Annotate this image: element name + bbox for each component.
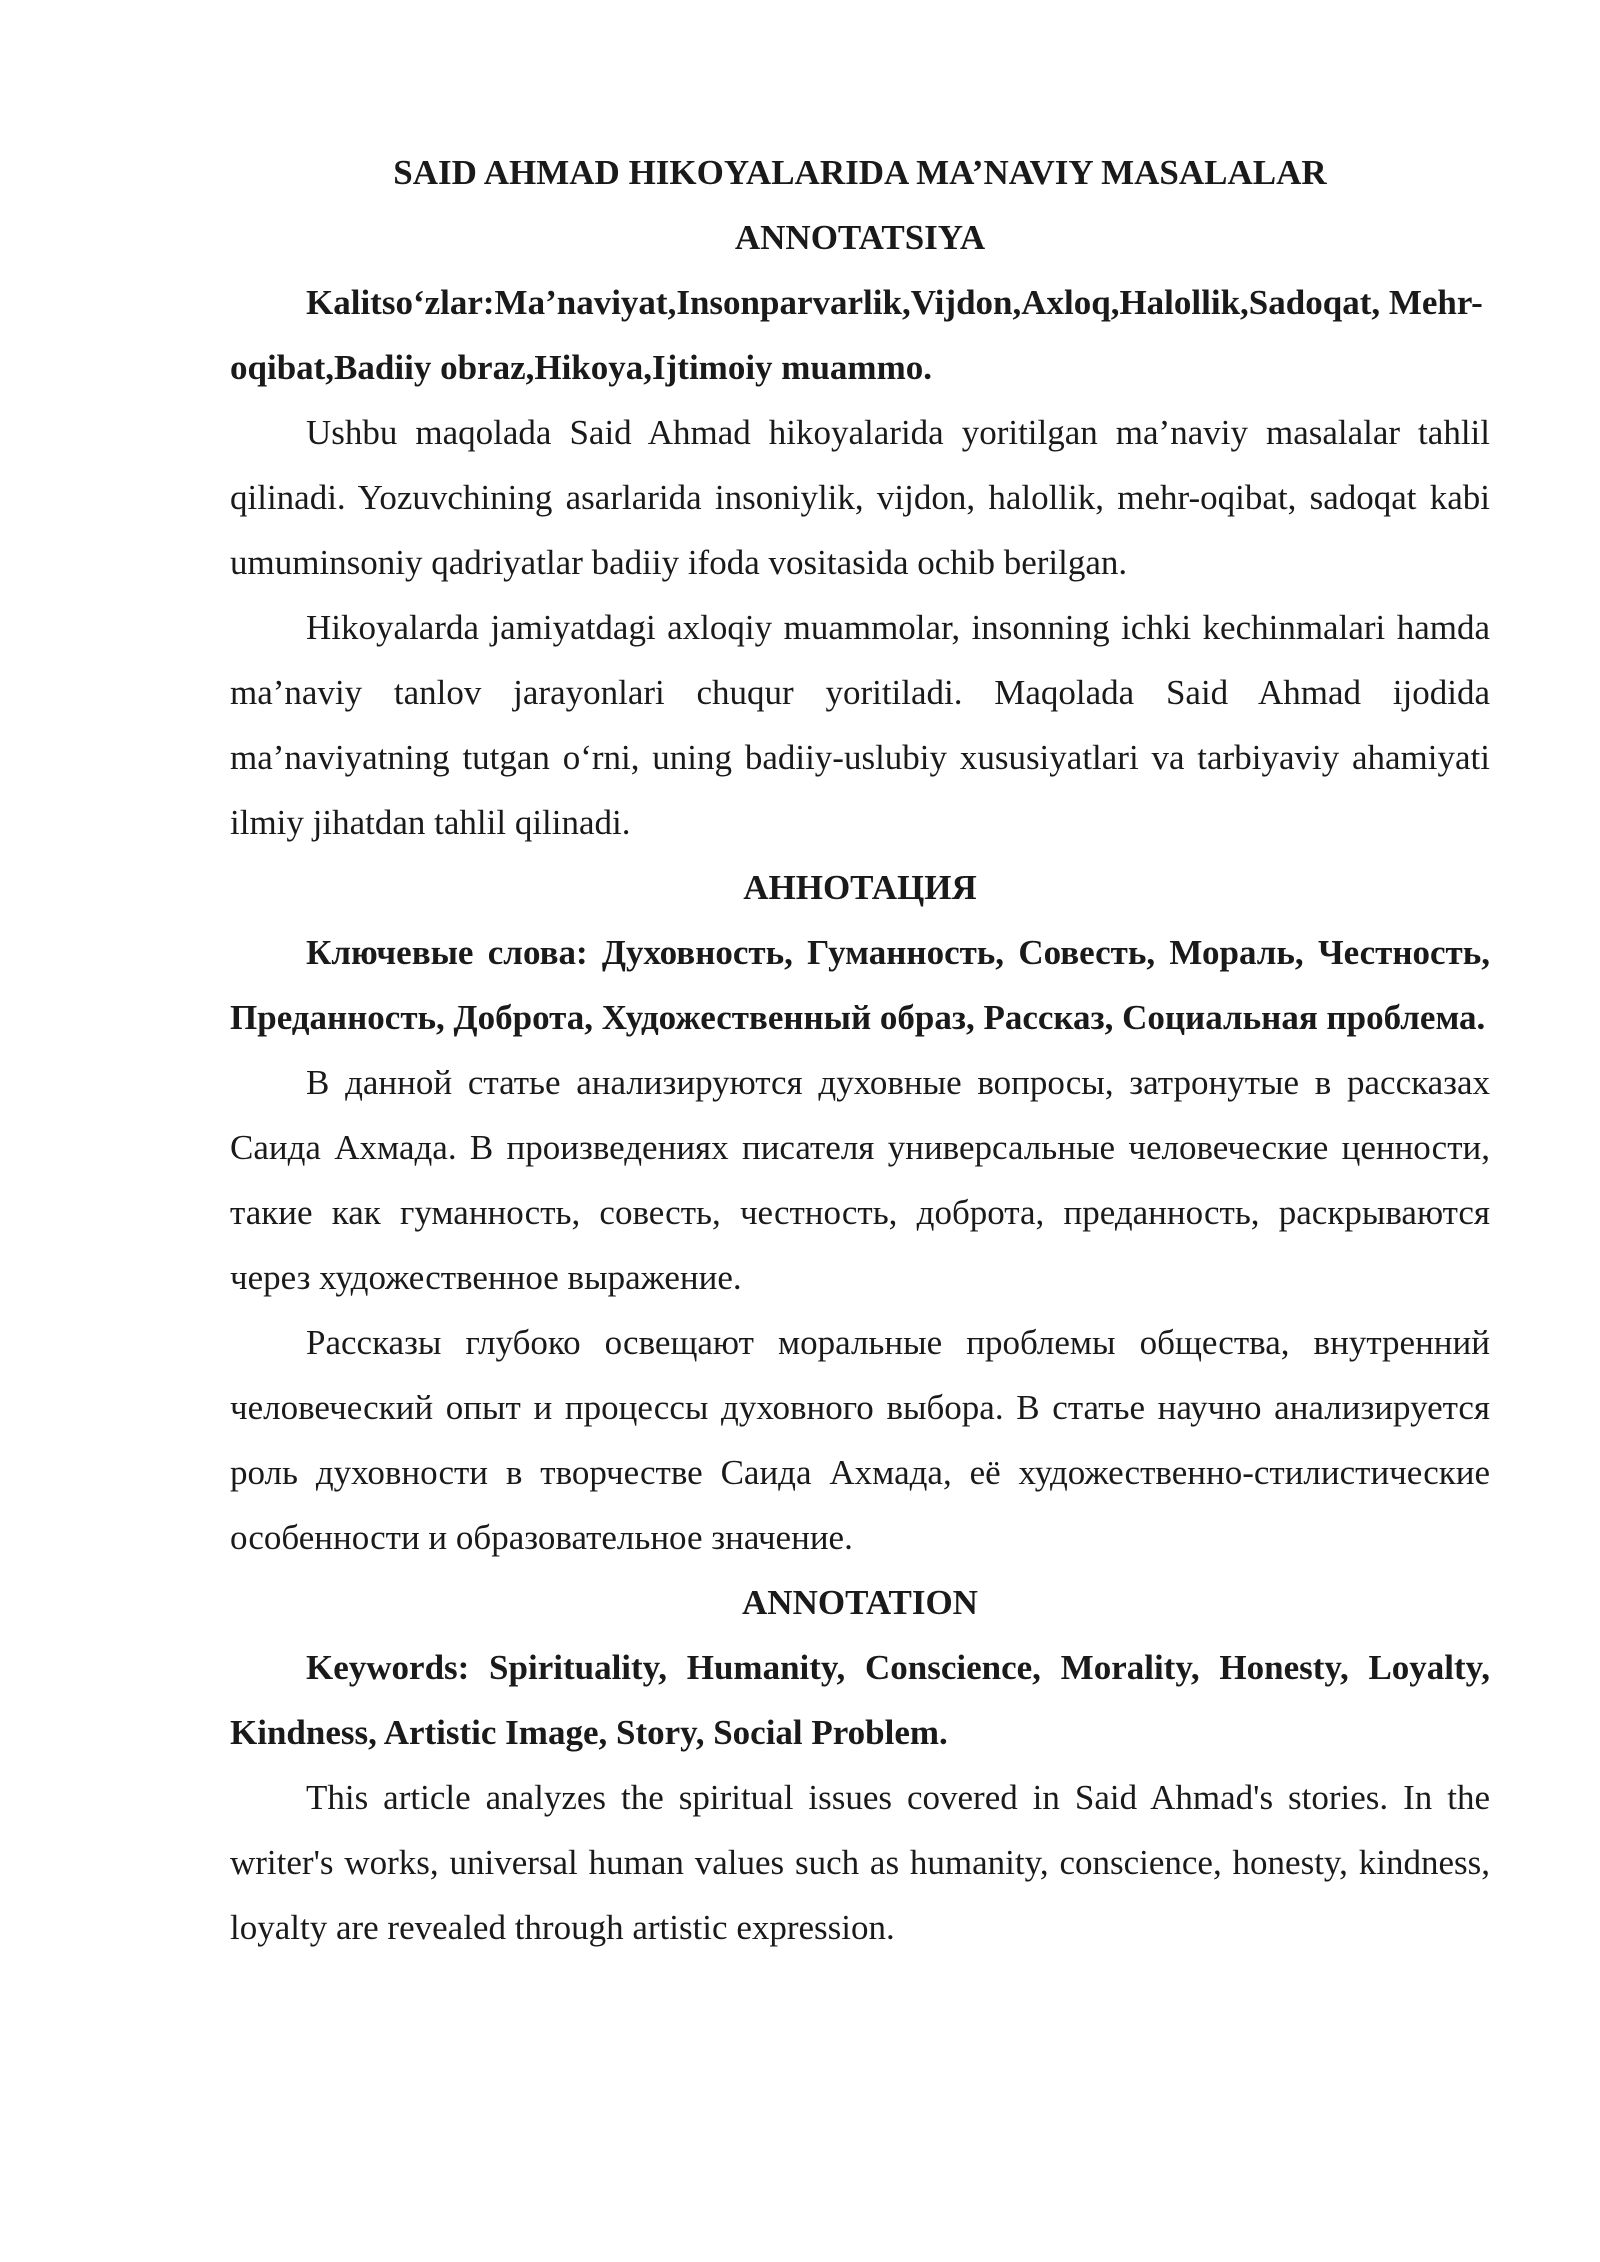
english-annotation-section bbox=[230, 1570, 1490, 1960]
russian-annotation-section bbox=[230, 855, 1490, 1570]
russian-paragraph-1: В данной статье анализируются духовные вопросы, затронутые в рассказах Саида Ахмада. В произведениях писателя универсальные человеческие ценности, такие как гуманность, совесть, честность, доброта, преданность, раскрываются через художественное выражение. bbox=[230, 1063, 1490, 1297]
uzbek-paragraph-1: Ushbu maqolada Said Ahmad hikoyalarida yoritilgan ma’naviy masalalar tahlil qilinadi. Yozuvchining asarlarida insoniylik, vijdon, halollik, mehr-oqibat, sadoqat kabi umuminsoniy qadriyatlar badiiy ifoda vositasida ochib berilgan. bbox=[230, 413, 1490, 582]
russian-keywords: Ключевые слова: Духовность, Гуманность, Совесть, Мораль, Честность, Преданность, Доброта, Художественный образ, Рассказ, Социальная проблема. bbox=[230, 933, 1490, 1037]
article-title: SAID AHMAD HIKOYALARIDA MA’NAVIY MASALALAR bbox=[393, 153, 1327, 192]
russian-paragraph-2: Рассказы глубоко освещают моральные проблемы общества, внутренний человеческий опыт и процессы духовного выбора. В статье научно анализируется роль духовности в творчестве Саида Ахмада, её художественно-стилистические особенности и образовательное значение. bbox=[230, 1323, 1490, 1557]
english-paragraph-1: This article analyzes the spiritual issues covered in Said Ahmad's stories. In the writer's works, universal human values such as humanity, conscience, honesty, kindness, loyalty are revealed through artistic expression. bbox=[230, 1778, 1490, 1947]
uzbek-keywords: Kalitso‘zlar:Ma’naviyat,Insonparvarlik,Vijdon,Axloq,Halollik,Sadoqat, Mehr-oqibat,Badiiy obraz,Hikoya,Ijtimoiy muammo. bbox=[230, 283, 1483, 387]
russian-annotation-heading: АННОТАЦИЯ bbox=[743, 868, 977, 907]
article-page bbox=[230, 140, 1490, 1960]
uzbek-annotation-section bbox=[230, 205, 1490, 855]
english-annotation-heading: ANNOTATION bbox=[742, 1583, 978, 1622]
uzbek-paragraph-2: Hikoyalarda jamiyatdagi axloqiy muammolar, insonning ichki kechinmalari hamda ma’naviy tanlov jarayonlari chuqur yoritiladi. Maqolada Said Ahmad ijodida ma’naviyatning tutgan o‘rni, uning badiiy-uslubiy xususiyatlari va tarbiyaviy ahamiyati ilmiy jihatdan tahlil qilinadi. bbox=[230, 608, 1490, 842]
english-keywords: Keywords: Spirituality, Humanity, Conscience, Morality, Honesty, Loyalty, Kindness, Artistic Image, Story, Social Problem. bbox=[230, 1648, 1490, 1752]
uzbek-annotation-heading: ANNOTATSIYA bbox=[734, 218, 986, 257]
